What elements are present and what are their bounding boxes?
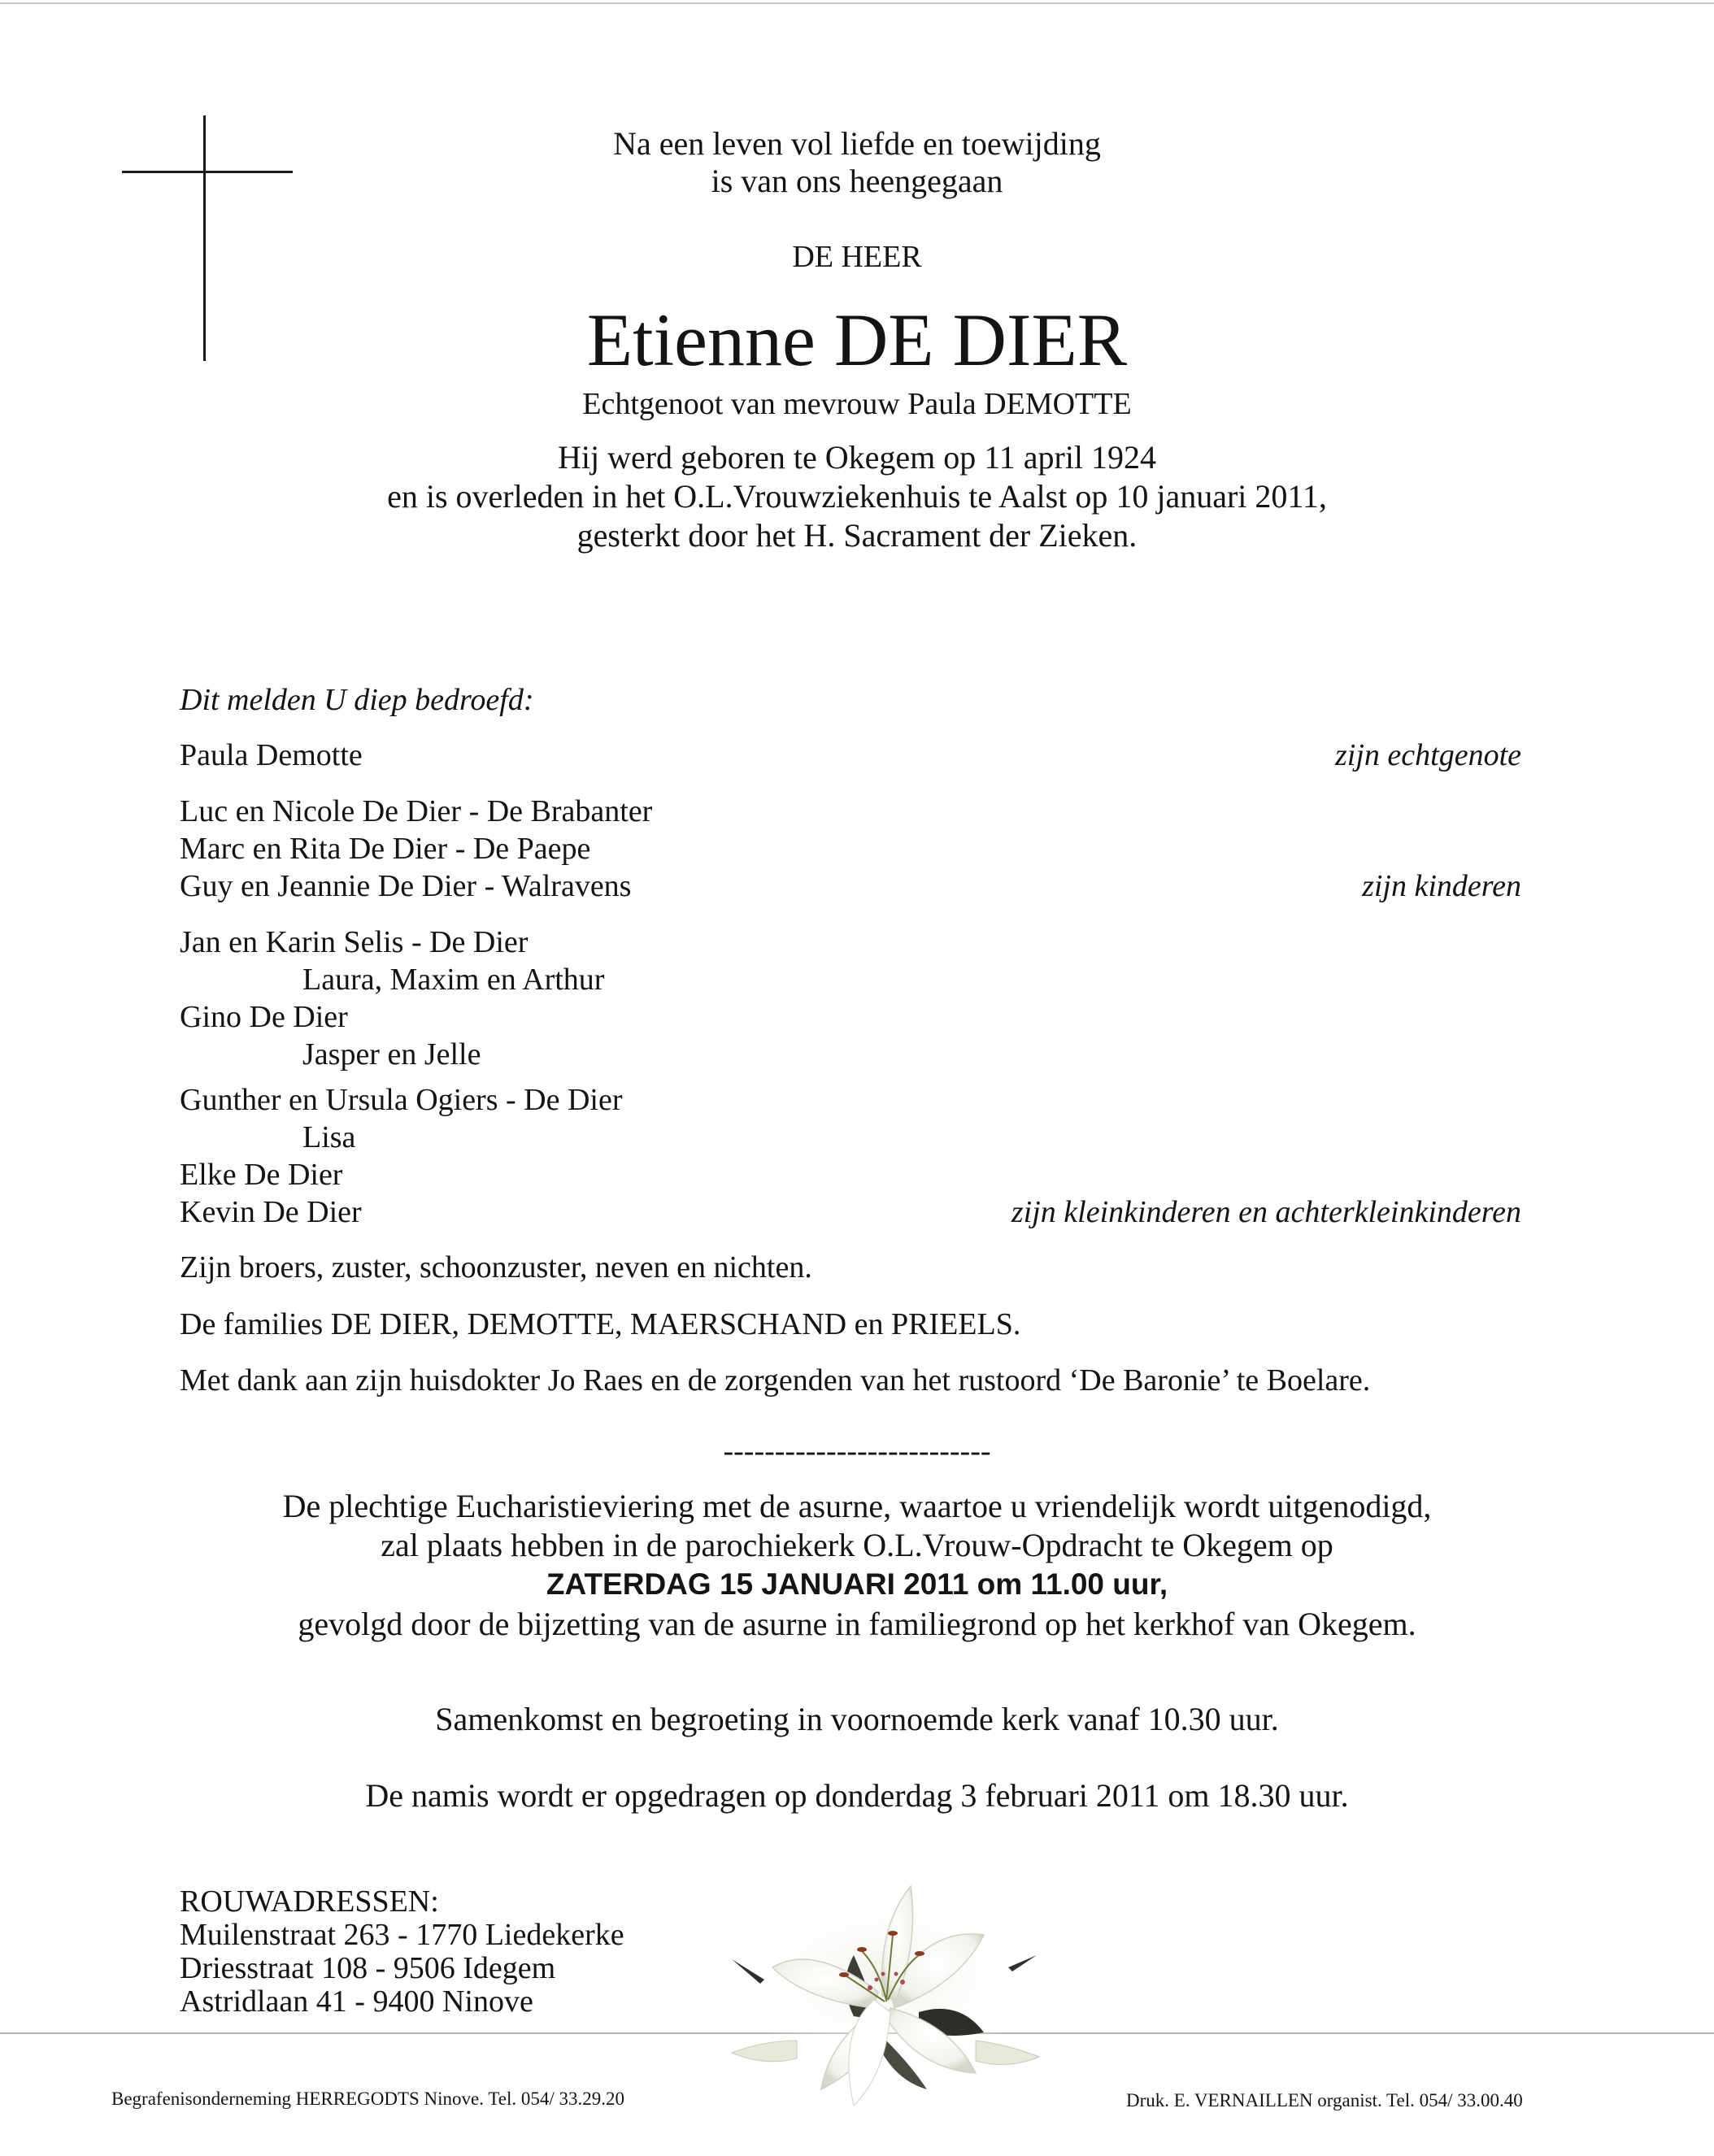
siblings-line: Zijn broers, zuster, schoonzuster, neven en nichten.	[180, 1250, 812, 1284]
lily-flower-image	[716, 1878, 1057, 2130]
child-row: Marc en Rita De Dier - De Paepe	[180, 832, 591, 866]
grandchild-row: Gunther en Ursula Ogiers - De Dier	[180, 1083, 623, 1117]
birth-line: Hij werd geboren te Okegem op 11 april 1924	[557, 439, 1157, 476]
grandchild-row: Elke De Dier	[180, 1158, 343, 1192]
gathering-line: Samenkomst en begroeting in voornoemde kerk vanaf 10.30 uur.	[435, 1701, 1279, 1737]
grandchild-row: Jan en Karin Selis - De Dier	[180, 925, 529, 959]
spouse-line: Echtgenoot van mevrouw Paula DEMOTTE	[582, 387, 1132, 421]
families-line: De families DE DIER, DEMOTTE, MAERSCHAND en PRIEELS.	[180, 1307, 1021, 1341]
address-line: Muilenstraat 263 - 1770 Liedekerke	[180, 1918, 624, 1952]
announce-heading: Dit melden U diep bedroefd:	[180, 683, 534, 717]
ceremony-line-2: zal plaats hebben in de parochiekerk O.L.Vrouw-Opdracht te Okegem op	[381, 1527, 1333, 1563]
sacrament-line: gesterkt door het H. Sacrament der Zieken.	[576, 517, 1138, 554]
addresses-heading: ROUWADRESSEN:	[180, 1884, 439, 1919]
grandchild-name: Kevin De Dier	[180, 1195, 362, 1229]
great-grandchildren-row: Jasper en Jelle	[302, 1037, 481, 1071]
great-grandchildren-row: Lisa	[302, 1120, 356, 1154]
children-relation: zijn kinderen	[1362, 869, 1521, 903]
grandchild-row-last	[180, 1193, 1521, 1231]
grandchild-row: Gino De Dier	[180, 1000, 348, 1034]
ceremony-line-4: gevolgd door de bijzetting van de asurne in familiegrond op het kerkhof van Okegem.	[298, 1606, 1416, 1642]
deceased-name: Etienne DE DIER	[586, 298, 1128, 381]
ceremony-line-1: De plechtige Eucharistieviering met de asurne, waartoe u vriendelijk wordt uitgenodigd,	[282, 1488, 1432, 1524]
intro-line-1: Na een leven vol liefde en toewijding	[613, 125, 1101, 162]
spouse-row	[180, 737, 1521, 774]
ceremony-date: ZATERDAG 15 JANUARI 2011 om 11.00 uur,	[546, 1567, 1168, 1601]
thanks-line: Met dank aan zijn huisdokter Jo Raes en de zorgenden van het rustoord ‘De Baronie’ te Boelare.	[180, 1363, 1371, 1397]
spouse-name: Paula Demotte	[180, 738, 363, 772]
spouse-relation: zijn echtgenote	[1335, 738, 1521, 772]
top-border-line	[0, 2, 1714, 4]
separator: --------------------------	[723, 1434, 991, 1468]
child-row	[180, 867, 1521, 905]
address-line: Driesstraat 108 - 9506 Idegem	[180, 1951, 556, 1985]
footer-funeral-home: Begrafenisonderneming HERREGODTS Ninove. Tel. 054/ 33.29.20	[111, 2089, 625, 2109]
great-grandchildren-row: Laura, Maxim en Arthur	[302, 963, 605, 997]
intro-line-2: is van ons heengegaan	[711, 163, 1003, 199]
death-line: en is overleden in het O.L.Vrouwziekenhuis te Aalst op 10 januari 2011,	[387, 478, 1327, 515]
title-prefix: DE HEER	[792, 240, 922, 274]
child-name: Guy en Jeannie De Dier - Walravens	[180, 869, 632, 903]
mass-line: De namis wordt er opgedragen op donderdag 3 februari 2011 om 18.30 uur.	[365, 1777, 1349, 1814]
child-row: Luc en Nicole De Dier - De Brabanter	[180, 794, 653, 828]
footer-printer: Druk. E. VERNAILLEN organist. Tel. 054/ 33.00.40	[1126, 2090, 1523, 2110]
address-line: Astridlaan 41 - 9400 Ninove	[180, 1984, 533, 2019]
grandchildren-relation: zijn kleinkinderen en achterkleinkinderen	[1011, 1195, 1521, 1229]
